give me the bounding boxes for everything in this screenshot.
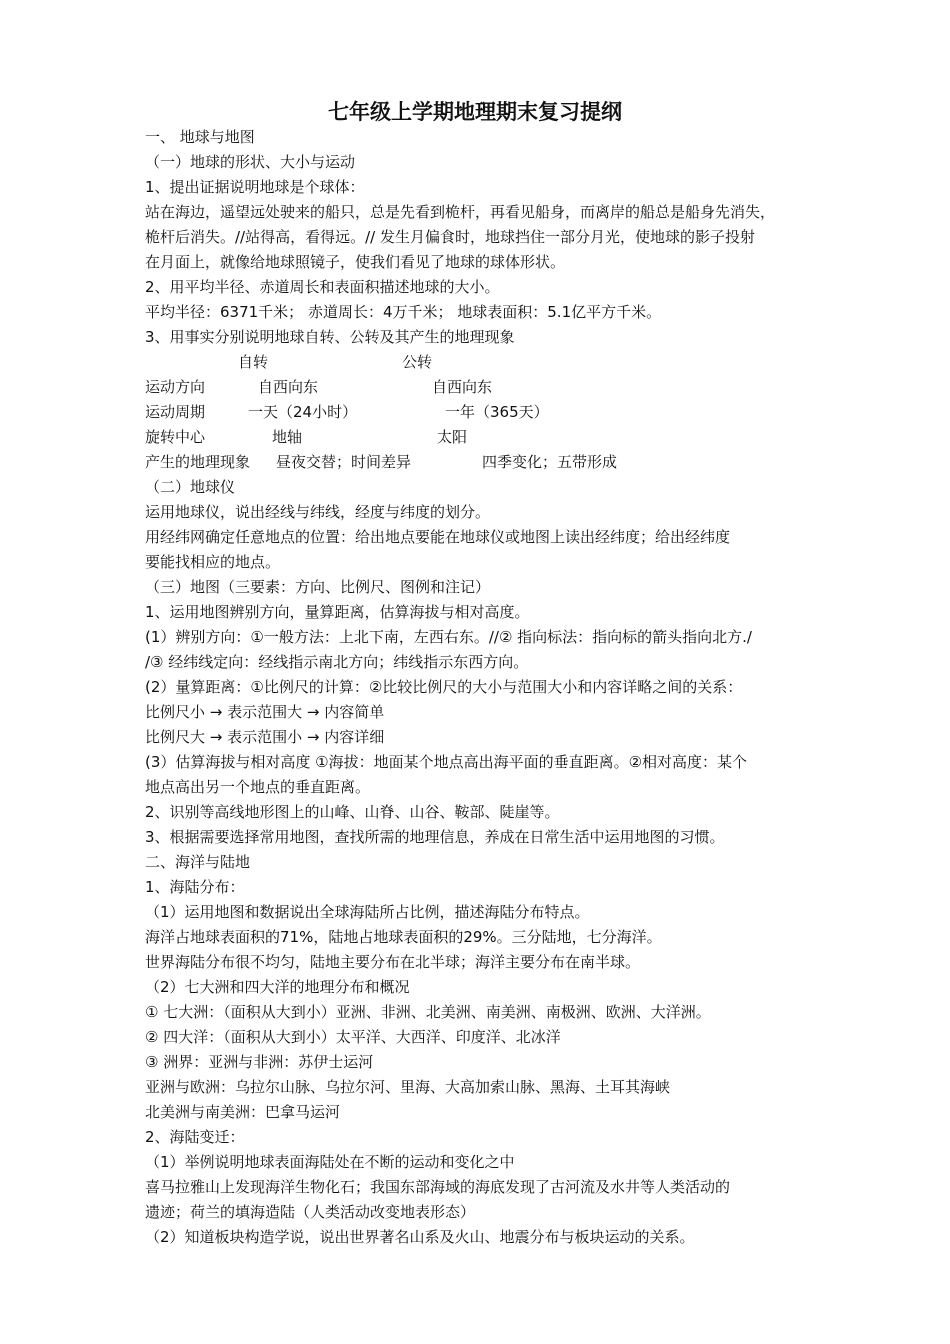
text-line: 运用地球仪，说出经线与纬线，经度与纬度的划分。 <box>145 503 491 521</box>
document-title: 七年级上学期地理期末复习提纲 <box>328 100 622 124</box>
text-line: 2、用平均半径、赤道周长和表面积描述地球的大小。 <box>145 278 500 296</box>
text-line: （三）地图（三要素：方向、比例尺、图例和注记） <box>145 578 491 596</box>
text-line: 地点高出另一个地点的垂直距离。 <box>145 778 371 796</box>
text-line: 2、识别等高线地形图上的山峰、山脊、山谷、鞍部、陡崖等。 <box>145 803 560 821</box>
text-line: （2）七大洲和四大洋的地理分布和概况 <box>145 978 410 996</box>
text-line: 比例尺大 → 表示范围小 → 内容详细 <box>145 728 385 746</box>
text-line: 用经纬网确定任意地点的位置：给出地点要能在地球仪或地图上读出经纬度；给出经纬度 <box>145 528 731 546</box>
text-line: 2、海陆变迁： <box>145 1128 245 1146</box>
table-row-label: 运动方向 <box>145 378 206 396</box>
text-line: (1）辨别方向：①一般方法：上北下南，左西右东。//② 指向标法：指向标的箭头指向北方./ <box>145 628 752 646</box>
text-line: 1、运用地图辨别方向，量算距离，估算海拔与相对高度。 <box>145 603 530 621</box>
table-row-label: 旋转中心 <box>145 428 206 446</box>
table-header-revolution: 公转 <box>402 353 433 371</box>
table-row-label: 运动周期 <box>145 403 206 421</box>
table-cell: 四季变化；五带形成 <box>482 453 618 471</box>
text-line: /③ 经纬线定向：经线指示南北方向；纬线指示东西方向。 <box>145 653 529 671</box>
text-line: ② 四大洋：（面积从大到小）太平洋、大西洋、印度洋、北冰洋 <box>145 1028 561 1046</box>
text-line: 遗迹；荷兰的填海造陆（人类活动改变地表形态） <box>145 1203 476 1221</box>
text-line: 桅杆后消失。//站得高，看得远。// 发生月偏食时，地球挡住一部分月光，使地球的影子投射 <box>145 228 755 246</box>
table-cell: 太阳 <box>437 428 468 446</box>
text-line: 要能找相应的地点。 <box>145 553 281 571</box>
table-header-rotation: 自转 <box>238 353 269 371</box>
text-line: 1、提出证据说明地球是个球体： <box>145 178 365 196</box>
text-line: 亚洲与欧洲：乌拉尔山脉、乌拉尔河、里海、大高加索山脉、黑海、土耳其海峡 <box>145 1078 671 1096</box>
text-line: ① 七大洲：（面积从大到小）亚洲、非洲、北美洲、南美洲、南极洲、欧洲、大洋洲。 <box>145 1003 711 1021</box>
text-line: 比例尺小 → 表示范围大 → 内容简单 <box>145 703 385 721</box>
text-line: （一）地球的形状、大小与运动 <box>145 153 356 171</box>
text-line: （二）地球仪 <box>145 478 236 496</box>
text-line: 一、 地球与地图 <box>145 128 255 146</box>
table-cell: 一年（365天） <box>445 403 549 421</box>
text-line: (2）量算距离：①比例尺的计算：②比较比例尺的大小与范围大小和内容详略之间的关系： <box>145 678 743 696</box>
text-line: （1）运用地图和数据说出全球海陆所占比例，描述海陆分布特点。 <box>145 903 590 921</box>
text-line: 站在海边，遥望远处驶来的船只，总是先看到桅杆，再看见船身，而离岸的船总是船身先消失， <box>145 203 776 221</box>
text-line: 北美洲与南美洲：巴拿马运河 <box>145 1103 341 1121</box>
text-line: 二、海洋与陆地 <box>145 853 251 871</box>
text-line: 3、用事实分别说明地球自转、公转及其产生的地理现象 <box>145 328 515 346</box>
table-cell: 自西向东 <box>258 378 319 396</box>
text-line: 喜马拉雅山上发现海洋生物化石；我国东部海域的海底发现了古河流及水井等人类活动的 <box>145 1178 731 1196</box>
table-cell: 一天（24小时） <box>248 403 358 421</box>
text-line: 1、海陆分布： <box>145 878 245 896</box>
text-line: (3）估算海拔与相对高度 ①海拔：地面某个地点高出海平面的垂直距离。②相对高度：某个 <box>145 753 748 771</box>
text-line: 世界海陆分布很不均匀，陆地主要分布在北半球；海洋主要分布在南半球。 <box>145 953 641 971</box>
text-line: ③ 洲界：亚洲与非洲：苏伊士运河 <box>145 1053 374 1071</box>
text-line: （1）举例说明地球表面海陆处在不断的运动和变化之中 <box>145 1153 515 1171</box>
text-line: 海洋占地球表面积的71%，陆地占地球表面积的29%。三分陆地，七分海洋。 <box>145 928 662 946</box>
table-row-label: 产生的地理现象 <box>145 453 251 471</box>
table-cell: 昼夜交替；时间差异 <box>276 453 412 471</box>
text-line: 3、根据需要选择常用地图，查找所需的地理信息，养成在日常生活中运用地图的习惯。 <box>145 828 725 846</box>
table-cell: 自西向东 <box>432 378 493 396</box>
text-line: 在月面上，就像给地球照镜子，使我们看见了地球的球体形状。 <box>145 253 566 271</box>
text-line: 平均半径：6371千米； 赤道周长：4万千米； 地球表面积：5.1亿平方千米。 <box>145 303 662 321</box>
table-cell: 地轴 <box>272 428 303 446</box>
text-line: （2）知道板块构造学说，说出世界著名山系及火山、地震分布与板块运动的关系。 <box>145 1228 695 1246</box>
